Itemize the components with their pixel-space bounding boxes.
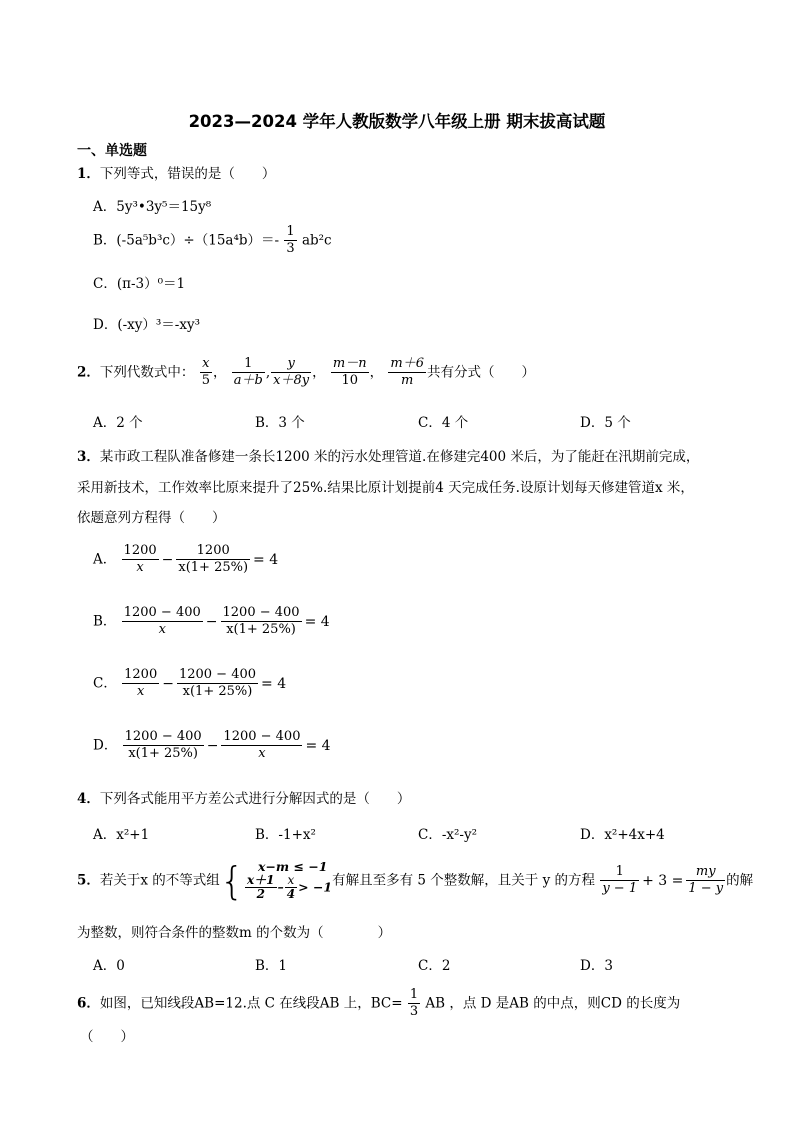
operator: − (162, 675, 174, 692)
fraction (221, 729, 302, 762)
numerator: 1200 (196, 543, 230, 558)
equals: = 4 (253, 551, 279, 568)
fraction (177, 667, 258, 700)
numerator: 1 (244, 356, 253, 371)
question-text: 某市政工程队准备修建一条长1200 米的污水处理管道.在修建完400 米后，为了能赶在汛期前完成， (99, 449, 700, 465)
fraction (122, 543, 159, 576)
denominator: x (122, 621, 203, 638)
q2-option-b: B．3 个 (255, 415, 305, 431)
question-4-stem (77, 790, 410, 808)
question-number: 6． (77, 995, 100, 1012)
q3-option-c (93, 667, 288, 700)
fraction (271, 356, 311, 389)
fraction (284, 224, 296, 257)
fraction (122, 667, 159, 700)
question-1-stem (77, 165, 275, 183)
inequality-1: x−m ≤ −1 (258, 859, 328, 874)
operator: − (161, 551, 174, 568)
numerator: x (287, 873, 295, 887)
numerator: 1 (409, 987, 419, 1002)
denominator: x(1+ 25%) (177, 683, 258, 700)
numerator: x＋1 (247, 873, 275, 887)
question-text: AB ，点 D 是AB 的中点，则CD 的长度为 (425, 995, 681, 1012)
question-text: 如图，已知线段AB=12.点 C 在线段AB 上，BC= (99, 995, 403, 1012)
denominator: m (388, 372, 426, 389)
fraction (600, 864, 639, 897)
inequality-tail: > −1 (298, 879, 333, 895)
q5-option-b: B．1 (255, 958, 288, 974)
question-text: 有解且至多有 5 个整数解，且关于 y 的方程 (332, 872, 596, 889)
denominator: 3 (409, 1004, 419, 1019)
denominator: x(1+ 25%) (123, 745, 204, 762)
page-title: 2023—2024 学年人教版数学八年级上册 期末拔高试题 (188, 112, 606, 131)
q5-option-d: D．3 (580, 958, 613, 974)
q1-option-a: A．5y³•3y⁵＝15y⁸ (93, 199, 212, 215)
question-5-line-2: 为整数，则符合条件的整数m 的个数为（ ） (77, 925, 392, 941)
q4-option-c: C．-x²-y² (418, 827, 478, 843)
question-number: 5． (77, 872, 100, 889)
denominator: 1 − y (688, 881, 724, 896)
numerator: 1200 − 400 (222, 605, 300, 620)
fraction (176, 543, 250, 576)
question-number: 3． (77, 449, 100, 465)
q3-option-b (93, 605, 332, 638)
q5-option-c: C．2 (418, 958, 451, 974)
question-2-stem (77, 356, 535, 389)
numerator: 1 (615, 864, 624, 879)
fraction (285, 874, 297, 901)
denominator: 4 (286, 887, 296, 901)
q2-option-d: D．5 个 (580, 415, 631, 431)
question-text: 共有分式（ ） (427, 364, 536, 381)
numerator: m＋6 (390, 356, 425, 371)
section-heading: 一、单选题 (77, 143, 147, 159)
separator: ， (312, 364, 326, 381)
fraction (122, 605, 203, 638)
denominator: 3 (286, 241, 295, 256)
question-6-stem (77, 987, 680, 1020)
option-label: D． (93, 737, 118, 754)
q4-option-d: D．x²+4x+4 (580, 827, 665, 843)
fraction (221, 605, 302, 638)
q2-option-c: C．4 个 (418, 415, 469, 431)
question-3-line-2: 采用新技术，工作效率比原来提升了25%.结果比原计划提前4 天完成任务.设原计划每天修建管道x 米， (77, 480, 694, 496)
question-text: 下列各式能用平方差公式进行分解因式的是（ ） (99, 791, 411, 807)
question-number: 2． (77, 364, 100, 381)
fraction (200, 356, 212, 389)
numerator: 1200 − 400 (124, 729, 202, 744)
denominator: x (122, 683, 159, 700)
question-text: 下列代数式中： (99, 364, 195, 381)
numerator: 1200 − 400 (223, 729, 301, 744)
question-text: 下列等式，错误的是（ ） (99, 166, 276, 182)
q1-option-d: D．(-xy）³＝-xy³ (93, 317, 201, 333)
option-text: B．(-5a⁵b³c）÷（15a⁴b）＝- (93, 232, 280, 249)
q4-option-b: B．-1+x² (255, 827, 316, 843)
q3-option-a (93, 543, 280, 576)
inequality-2: $\frac{x+1}{2}$ – $\frac{x}{4}$ > −1 (247, 873, 333, 901)
numerator: my (695, 864, 716, 879)
fraction (123, 729, 204, 762)
equals: = 4 (261, 675, 287, 692)
denominator: x (122, 559, 159, 576)
operator: + 3 = (642, 872, 684, 889)
denominator: 5 (201, 373, 210, 388)
q1-option-c: C．(π-3）⁰＝1 (93, 276, 186, 292)
option-label: A． (93, 551, 117, 568)
numerator: m－n (332, 356, 367, 371)
denominator: x(1+ 25%) (178, 560, 249, 575)
fraction (245, 874, 277, 901)
question-3-line-1 (77, 448, 699, 466)
equals: = 4 (304, 613, 330, 630)
q4-option-a: A．x²+1 (93, 827, 150, 843)
denominator: y − 1 (602, 881, 638, 896)
denominator: x (221, 745, 302, 762)
numerator: y (287, 356, 295, 371)
question-text: 的解 (726, 872, 754, 889)
option-label: C． (93, 675, 117, 692)
numerator: 1200 − 400 (178, 667, 257, 682)
q5-option-a: A．0 (93, 958, 125, 974)
numerator: 1200 (123, 543, 157, 558)
question-3-line-3: 依题意列方程得（ ） (77, 510, 226, 526)
q2-option-a: A．2 个 (93, 415, 143, 431)
fraction (232, 356, 265, 389)
numerator: 1200 − 400 (123, 605, 201, 620)
q1-option-b (93, 224, 332, 257)
fraction (408, 987, 420, 1020)
separator: ， (369, 364, 384, 381)
fraction (388, 356, 426, 389)
system-brace: { (219, 858, 244, 903)
fraction (331, 356, 369, 389)
numerator: x (202, 356, 210, 371)
denominator: x＋8y (273, 373, 310, 388)
question-6-line-2: （ ） (80, 1029, 134, 1045)
option-label: B． (93, 613, 117, 630)
q3-option-d (93, 729, 333, 762)
separator: ， (212, 364, 227, 381)
separator: , (265, 364, 271, 381)
operator: − (206, 737, 219, 754)
inequality-system (244, 860, 332, 901)
equals: = 4 (305, 737, 331, 754)
denominator: 10 (331, 372, 369, 389)
question-number: 1． (77, 166, 100, 182)
question-text: 若关于x 的不等式组 (99, 872, 220, 889)
operator: − (205, 613, 218, 630)
question-number: 4． (77, 791, 100, 807)
numerator: 1200 (124, 667, 158, 682)
numerator: 1 (286, 224, 295, 239)
denominator: x(1+ 25%) (221, 621, 302, 638)
denominator: 2 (245, 887, 277, 901)
question-5-stem (77, 860, 753, 901)
denominator: a＋b (233, 373, 263, 388)
option-text: ab²c (301, 232, 332, 249)
fraction (686, 864, 725, 897)
